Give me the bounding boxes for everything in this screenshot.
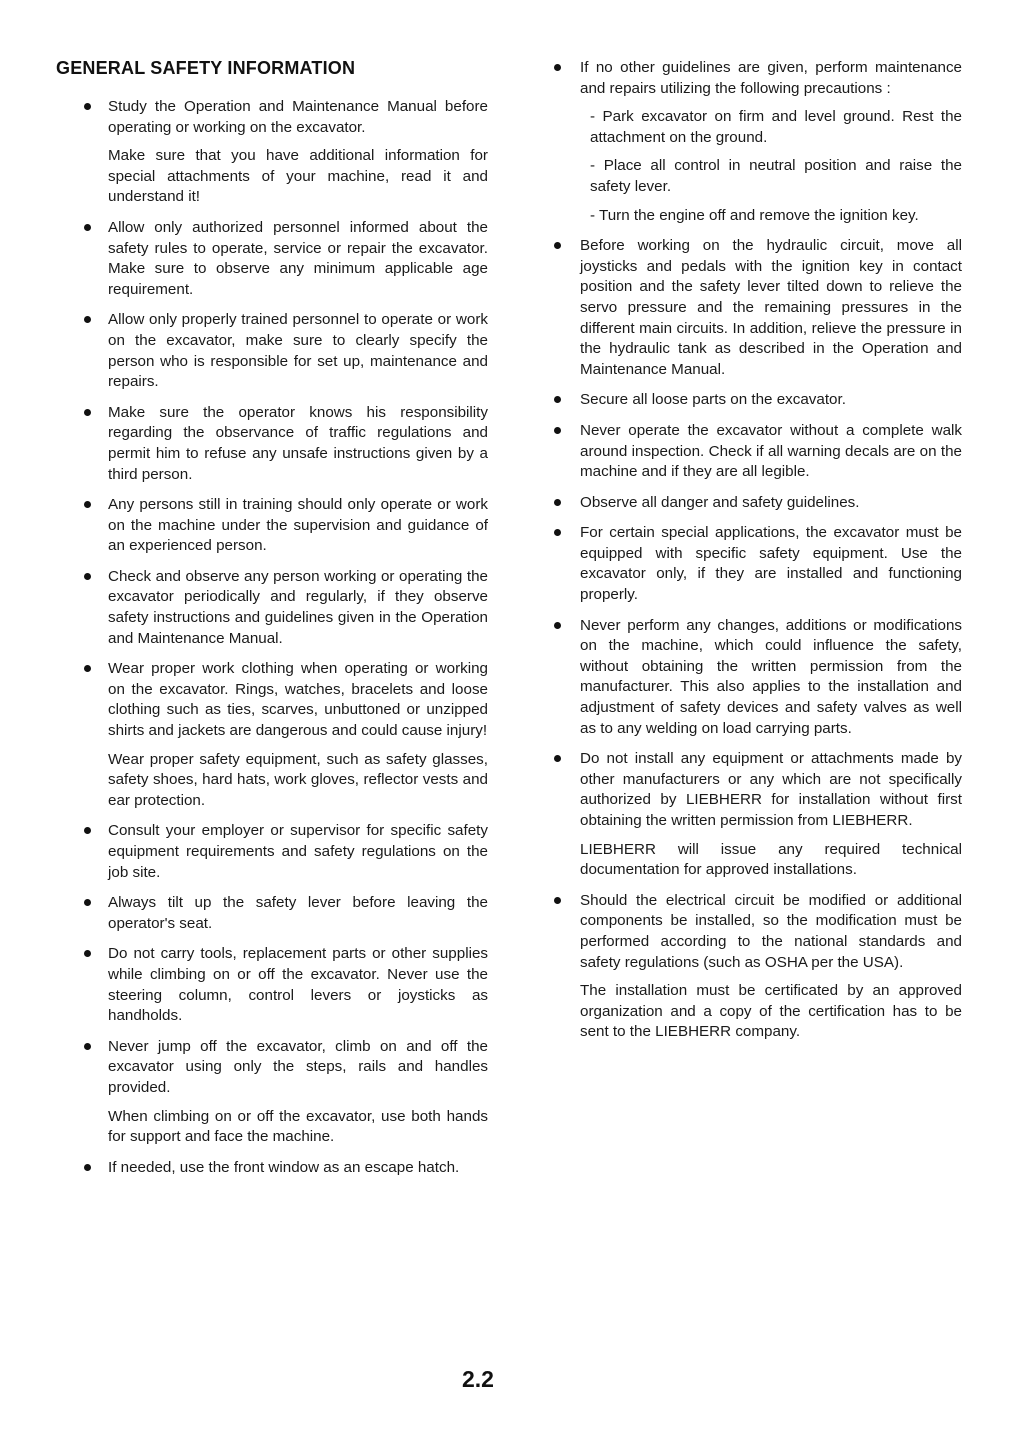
safety-bullet-item <box>56 659 488 811</box>
bullet-dot-icon <box>84 899 91 906</box>
bullet-paragraph: Allow only authorized personnel informed about the safety rules to operate, service or repair the excavator. Make sure to observe any minimum applicable age requirement. <box>108 218 488 298</box>
left-column <box>56 58 488 1188</box>
bullet-dot-icon <box>554 529 561 536</box>
safety-bullet-item <box>548 58 962 226</box>
bullet-paragraph: Do not install any equipment or attachments made by other manufacturers or any which are not specifically authorized by LIEBHERR for installation without first obtaining the written permission from LIEBHERR. <box>580 750 962 829</box>
bullet-paragraph: Make sure that you have additional information for special attachments of your machine, read it and understand it! <box>108 147 488 206</box>
safety-bullet-item <box>56 403 488 485</box>
safety-bullet-item <box>548 523 962 605</box>
bullet-dot-icon <box>554 622 561 629</box>
bullet-paragraph: Should the electrical circuit be modified or additional components be installed, so the modification must be performed according to the national standards and safety regulations (such as OSHA per the USA). <box>580 891 962 971</box>
bullet-paragraph: Consult your employer or supervisor for specific safety equipment requirements and safety regulations on the job site. <box>108 822 488 881</box>
bullet-paragraph: If no other guidelines are given, perform maintenance and repairs utilizing the following precautions : <box>580 59 962 97</box>
left-bullet-list <box>56 97 488 1178</box>
safety-bullet-item <box>56 310 488 392</box>
safety-bullet-item <box>56 1158 488 1179</box>
precaution-sub-item <box>580 206 962 227</box>
bullet-paragraph: LIEBHERR will issue any required technical documentation for approved installations. <box>580 840 962 879</box>
safety-bullet-item <box>548 749 962 881</box>
section-heading: GENERAL SAFETY INFORMATION <box>56 58 356 78</box>
bullet-paragraph: Allow only properly trained personnel to operate or work on the excavator, make sure to clearly specify the person who is responsible for set up, maintenance and repairs. <box>108 311 488 391</box>
bullet-paragraph: Observe all danger and safety guidelines. <box>580 493 860 511</box>
safety-bullet-item <box>548 616 962 740</box>
precaution-text: - Place all control in neutral position and raise the safety lever. <box>590 157 962 195</box>
bullet-paragraph: Wear proper work clothing when operating or working on the excavator. Rings, watches, bracelets and loose clothing such as ties, scarves, unbuttoned or unzipped shirts and jackets are dangerous and could cause injury! <box>108 660 488 740</box>
safety-bullet-item <box>56 495 488 557</box>
safety-bullet-item <box>548 493 962 514</box>
bullet-paragraph: Do not carry tools, replacement parts or other supplies while climbing on or off the excavator. Never use the steering column, control levers or joysticks as handholds. <box>108 945 488 1025</box>
bullet-dot-icon <box>554 499 561 506</box>
bullet-paragraph: Never perform any changes, additions or modifications on the machine, which could influence the safety, without obtaining the written permission from the manufacturer. This also applies to the installation and adjustment of safety devices and safety valves as well as to any welding on load carrying parts. <box>580 616 962 737</box>
bullet-dot-icon <box>554 242 561 249</box>
precaution-text: - Turn the engine off and remove the ignition key. <box>590 206 919 224</box>
bullet-paragraph: Never operate the excavator without a complete walk around inspection. Check if all warning decals are on the machine and if they are all legible. <box>580 421 962 481</box>
safety-bullet-item <box>56 97 488 208</box>
bullet-dot-icon <box>554 897 561 904</box>
safety-bullet-item <box>548 421 962 483</box>
bullet-dot-icon <box>554 427 561 434</box>
safety-bullet-item <box>56 567 488 649</box>
page-number: 2.2 <box>462 1366 494 1392</box>
bullet-paragraph: Check and observe any person working or operating the excavator periodically and regularly, if they observe safety instructions and guidelines given in the Operation and Maintenance Manual. <box>108 567 488 647</box>
safety-bullet-item <box>56 893 488 934</box>
bullet-dot-icon <box>84 827 91 834</box>
safety-bullet-item <box>548 390 962 411</box>
bullet-paragraph: Before working on the hydraulic circuit, move all joysticks and pedals with the ignition key in contact position and the safety lever tilted down to relieve the servo pressure and the remaining pressures in the different main circuits. In addition, relieve the pressure in the hydraulic tank as described in the Operation and Maintenance Manual. <box>580 237 962 378</box>
bullet-paragraph: Never jump off the excavator, climb on and off the excavator using only the steps, rails and handles provided. <box>108 1037 488 1096</box>
safety-bullet-item <box>548 236 962 380</box>
safety-bullet-item <box>56 218 488 300</box>
safety-bullet-item <box>548 891 962 1043</box>
safety-bullet-item <box>56 821 488 883</box>
precaution-sub-item <box>580 107 962 148</box>
bullet-paragraph: Always tilt up the safety lever before leaving the operator's seat. <box>108 894 488 932</box>
bullet-dot-icon <box>84 409 91 416</box>
precaution-text: - Park excavator on firm and level ground. Rest the attachment on the ground. <box>590 108 962 146</box>
precaution-sub-item <box>580 156 962 197</box>
bullet-paragraph: For certain special applications, the excavator must be equipped with specific safety equipment. Use the excavator only, if they are installed and functioning properly. <box>580 524 962 604</box>
right-bullet-list <box>548 58 962 1043</box>
right-column <box>548 58 962 1053</box>
bullet-dot-icon <box>554 755 561 762</box>
bullet-dot-icon <box>84 316 91 323</box>
bullet-dot-icon <box>84 1164 91 1171</box>
bullet-paragraph: Make sure the operator knows his responsibility regarding the observance of traffic regulations and permit him to refuse any unsafe instructions given by a third person. <box>108 403 488 483</box>
bullet-dot-icon <box>84 501 91 508</box>
bullet-paragraph: Secure all loose parts on the excavator. <box>580 391 846 409</box>
bullet-dot-icon <box>84 103 91 110</box>
bullet-dot-icon <box>84 573 91 580</box>
bullet-paragraph: When climbing on or off the excavator, use both hands for support and face the machine. <box>108 1107 488 1146</box>
bullet-paragraph: Wear proper safety equipment, such as safety glasses, safety shoes, hard hats, work gloves, reflector vests and ear protection. <box>108 750 488 809</box>
bullet-dot-icon <box>84 950 91 957</box>
bullet-dot-icon <box>554 64 561 71</box>
bullet-paragraph: Any persons still in training should only operate or work on the machine under the supervision and guidance of an experienced person. <box>108 496 488 555</box>
bullet-dot-icon <box>554 396 561 403</box>
bullet-dot-icon <box>84 224 91 231</box>
bullet-paragraph: The installation must be certificated by an approved organization and a copy of the certification has to be sent to the LIEBHERR company. <box>580 982 962 1041</box>
bullet-paragraph: If needed, use the front window as an escape hatch. <box>108 1158 460 1176</box>
safety-bullet-item <box>56 944 488 1026</box>
safety-bullet-item <box>56 1037 488 1148</box>
bullet-dot-icon <box>84 1043 91 1050</box>
bullet-paragraph: Study the Operation and Maintenance Manual before operating or working on the excavator. <box>108 98 488 136</box>
bullet-dot-icon <box>84 665 91 672</box>
